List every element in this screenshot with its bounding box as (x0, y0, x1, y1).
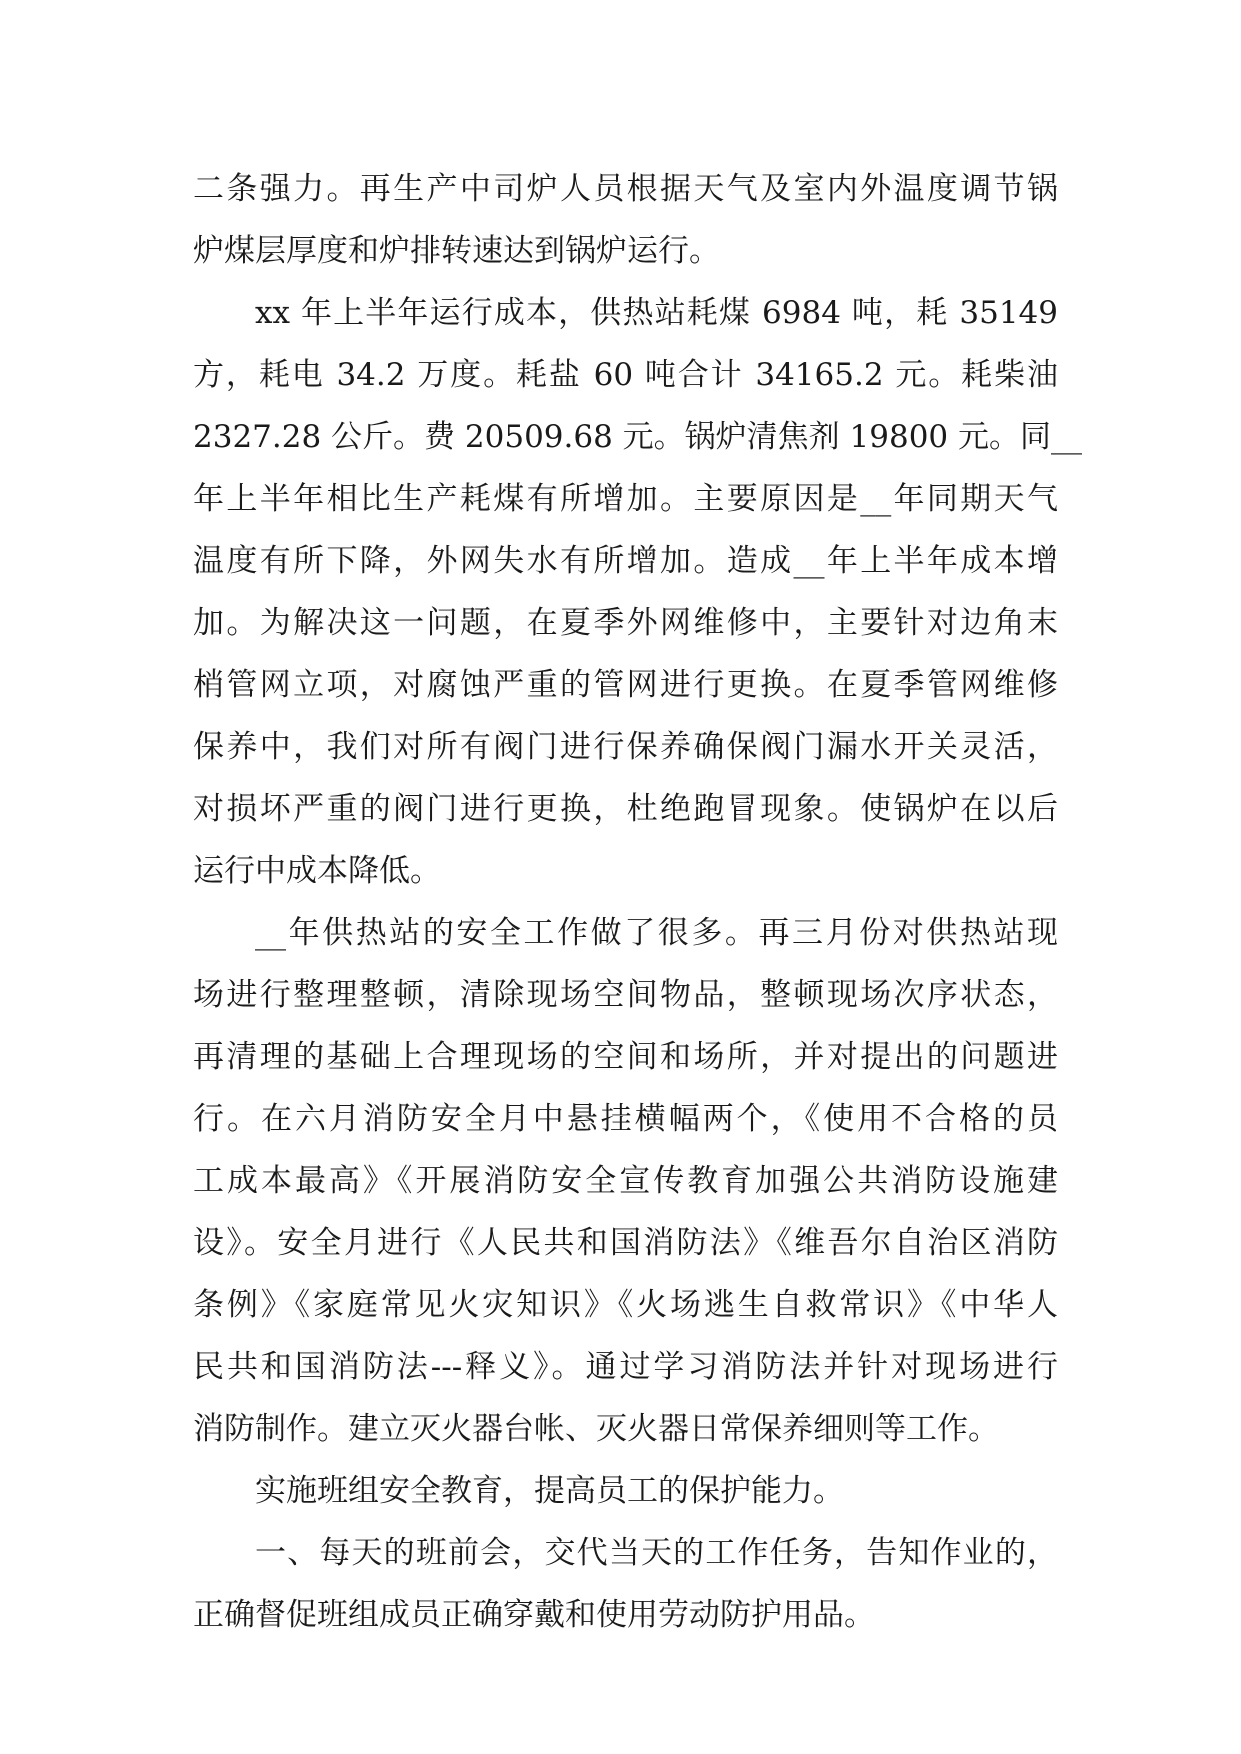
paragraph-safety-work (193, 902, 1058, 1460)
paragraph-operating-cost (193, 282, 1082, 902)
document-body (193, 158, 1082, 1646)
paragraph-pre-shift-meeting (193, 1522, 1058, 1646)
text-line: 一、每天的班前会，交代当天的工作任务，告知作业的， (255, 1535, 1058, 1571)
text-line: 设》。安全月进行《人民共和国消防法》《维吾尔自治区消防 (193, 1225, 1058, 1261)
text-line: __年供热站的安全工作做了很多。再三月份对供热站现 (255, 915, 1058, 951)
text-line: 2327.28 公斤。费 20509.68 元。锅炉清焦剂 19800 元。同__ (193, 419, 1082, 455)
text-line: 场进行整理整顿，清除现场空间物品，整顿现场次序状态， (193, 977, 1058, 1013)
paragraph-team-safety-education (193, 1460, 1058, 1522)
text-line: 正确督促班组成员正确穿戴和使用劳动防护用品。 (193, 1597, 875, 1633)
text-line: 梢管网立项，对腐蚀严重的管网进行更换。在夏季管网维修 (193, 667, 1058, 703)
text-line: xx 年上半年运行成本，供热站耗煤 6984 吨，耗 35149 (255, 295, 1058, 331)
text-line: 运行中成本降低。 (193, 853, 441, 889)
text-line: 对损坏严重的阀门进行更换，杜绝跑冒现象。使锅炉在以后 (193, 791, 1058, 827)
text-line: 年上半年相比生产耗煤有所增加。主要原因是__年同期天气 (193, 481, 1058, 517)
text-line: 再清理的基础上合理现场的空间和场所，并对提出的问题进 (193, 1039, 1058, 1075)
text-line: 行。在六月消防安全月中悬挂横幅两个，《使用不合格的员 (193, 1101, 1058, 1137)
text-line: 消防制作。建立灭火器台帐、灭火器日常保养细则等工作。 (193, 1411, 999, 1447)
text-line: 工成本最高》《开展消防安全宣传教育加强公共消防设施建 (193, 1163, 1058, 1199)
text-line: 保养中，我们对所有阀门进行保养确保阀门漏水开关灵活， (193, 729, 1058, 765)
text-line: 二条强力。再生产中司炉人员根据天气及室内外温度调节锅 (193, 171, 1058, 207)
paragraph-boiler-operation (193, 158, 1058, 282)
text-line: 民共和国消防法---释义》。通过学习消防法并针对现场进行 (193, 1349, 1058, 1385)
text-line: 加。为解决这一问题，在夏季外网维修中，主要针对边角末 (193, 605, 1058, 641)
text-line: 炉煤层厚度和炉排转速达到锅炉运行。 (193, 233, 720, 269)
text-line: 实施班组安全教育，提高员工的保护能力。 (255, 1473, 844, 1509)
text-line: 方，耗电 34.2 万度。耗盐 60 吨合计 34165.2 元。耗柴油 (193, 357, 1058, 393)
text-line: 条例》《家庭常见火灾知识》《火场逃生自救常识》《中华人 (193, 1287, 1058, 1323)
text-line: 温度有所下降，外网失水有所增加。造成__年上半年成本增 (193, 543, 1058, 579)
